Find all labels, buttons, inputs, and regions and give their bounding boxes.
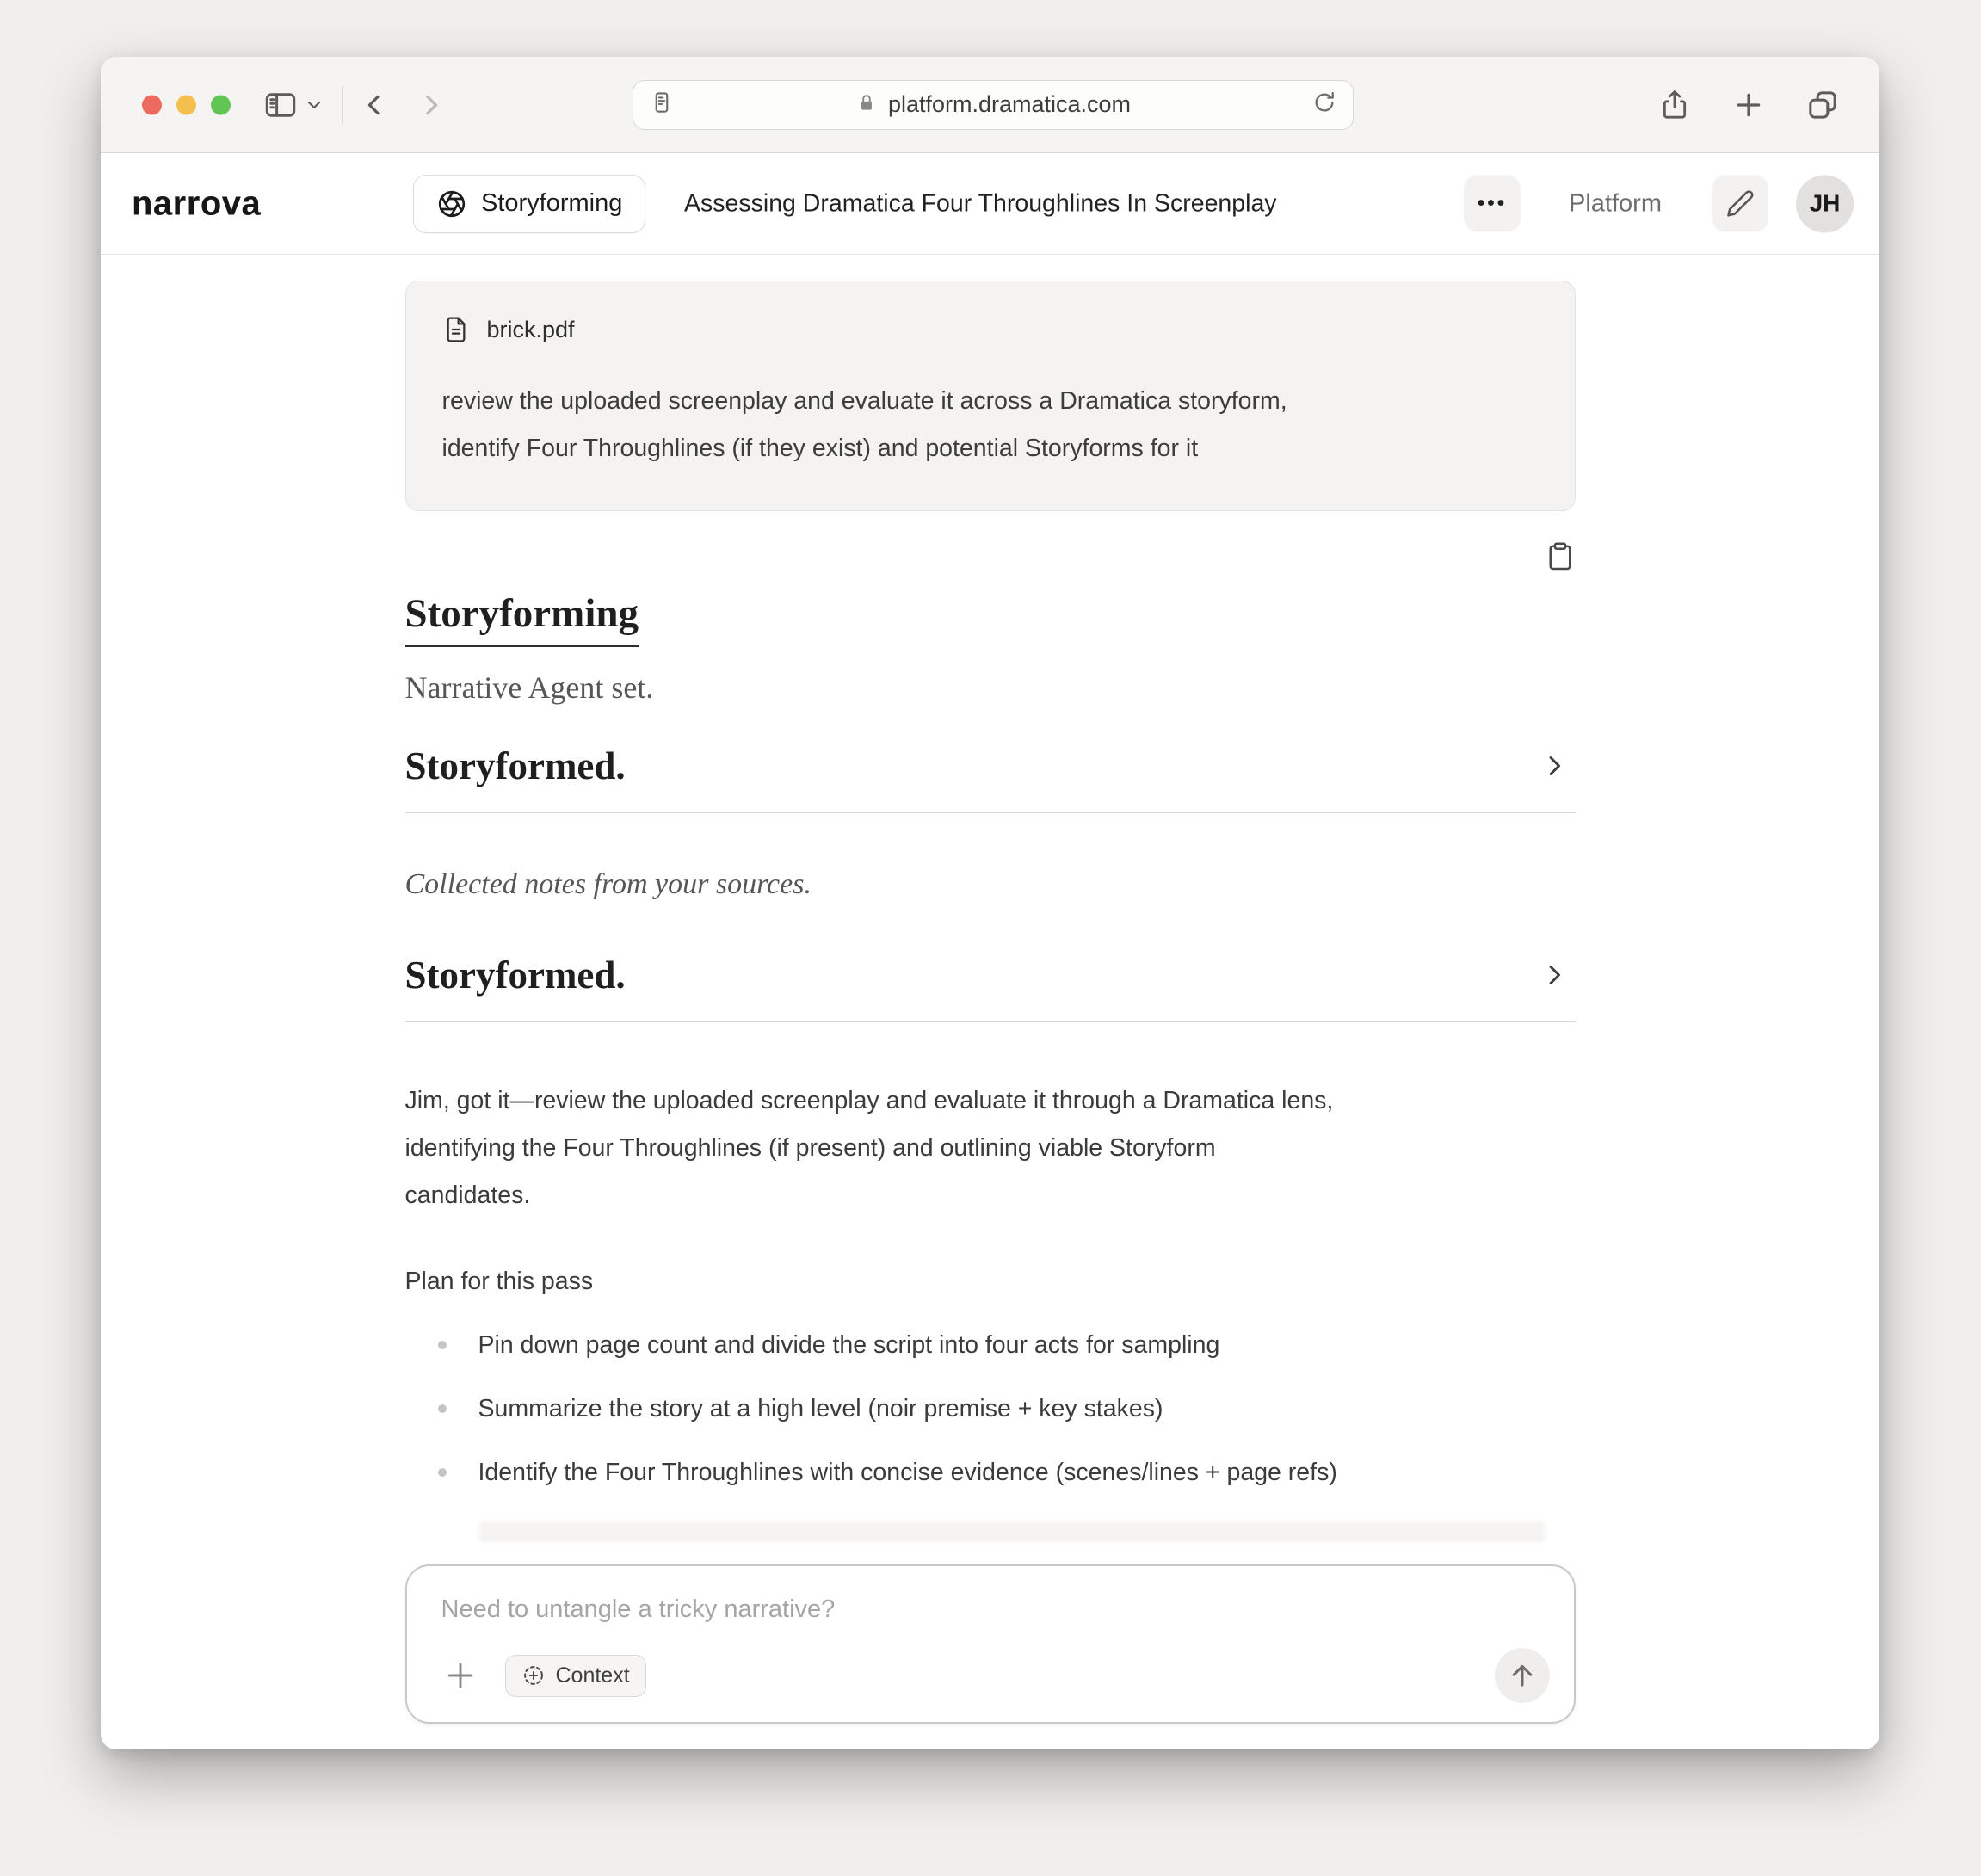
window-controls <box>142 95 231 114</box>
document-icon <box>442 316 470 343</box>
refresh-icon[interactable] <box>1311 89 1337 120</box>
sidebar-chevron-down-icon[interactable] <box>304 95 324 115</box>
share-icon[interactable] <box>1657 88 1692 122</box>
user-message-text <box>442 378 1539 472</box>
new-chat-button[interactable] <box>1712 176 1768 232</box>
conversation-title: Assessing Dramatica Four Throughlines In Screenplay <box>684 189 1277 217</box>
composer <box>405 1564 1576 1724</box>
conversation-area <box>101 255 1879 1749</box>
browser-window <box>101 57 1879 1749</box>
user-avatar[interactable]: JH <box>1796 175 1854 232</box>
storyforming-agent-button[interactable] <box>413 175 645 233</box>
add-attachment-button[interactable] <box>441 1657 479 1694</box>
nav-controls <box>262 57 447 152</box>
close-window-button[interactable] <box>142 95 162 114</box>
forward-button[interactable] <box>415 89 447 121</box>
copy-response-button[interactable] <box>1545 540 1576 571</box>
response-toolbar <box>405 540 1576 571</box>
plus-icon <box>441 1657 479 1694</box>
zoom-window-button[interactable] <box>211 95 231 114</box>
storyformed-section-2[interactable] <box>405 953 1576 1022</box>
response-line: identifying the Four Throughlines (if present) and outlining viable Storyform <box>404 1134 1216 1162</box>
lock-icon <box>855 91 878 118</box>
faded-streaming-text <box>478 1521 1546 1542</box>
sidebar-toggle-icon[interactable] <box>262 87 299 123</box>
section-title: Storyformed. <box>404 953 626 997</box>
more-options-button[interactable]: ••• <box>1464 176 1521 232</box>
user-message-card <box>405 281 1576 511</box>
chevron-right-icon <box>1538 959 1571 991</box>
agent-subheading: Narrative Agent set. <box>404 670 654 705</box>
pencil-icon <box>1725 188 1756 219</box>
send-button[interactable] <box>1495 1648 1550 1703</box>
url-text: platform.dramatica.com <box>887 91 1132 117</box>
context-chip-label: Context <box>555 1663 630 1688</box>
section-title: Storyformed. <box>404 744 626 787</box>
plan-bullet-item: Identify the Four Throughlines with concise evidence (scenes/lines + page refs) <box>405 1458 1576 1487</box>
app-header <box>101 153 1879 255</box>
response-line: candidates. <box>404 1182 531 1209</box>
user-message-line: review the uploaded screenplay and evaluate it across a Dramatica storyform, <box>441 387 1287 415</box>
plan-bullet-list <box>405 1330 1576 1487</box>
reader-view-icon[interactable] <box>649 89 675 120</box>
composer-toolbar <box>441 1648 1550 1703</box>
agent-button-label: Storyforming <box>481 189 623 217</box>
aperture-icon <box>436 188 467 219</box>
context-chip-button[interactable] <box>505 1655 646 1697</box>
platform-link[interactable]: Platform <box>1569 189 1662 217</box>
sources-note: Collected notes from your sources. <box>404 868 812 900</box>
minimize-window-button[interactable] <box>176 95 196 114</box>
plan-bullet-item: Pin down page count and divide the script into four acts for sampling <box>405 1330 1576 1360</box>
plan-label: Plan for this pass <box>404 1268 594 1295</box>
user-message-line: identify Four Throughlines (if they exist) and potential Storyforms for it <box>441 435 1199 462</box>
back-button[interactable] <box>358 89 391 121</box>
browser-toolbar <box>101 57 1879 153</box>
plan-bullet-item: Summarize the story at a high level (noir premise + key stakes) <box>405 1394 1576 1423</box>
url-display <box>675 91 1311 118</box>
agent-response-paragraph <box>405 1077 1576 1219</box>
chevron-right-icon <box>1538 750 1571 782</box>
toolbar-divider <box>342 86 343 124</box>
storyformed-section-1[interactable] <box>405 744 1576 813</box>
narrova-logo[interactable]: narrova <box>132 184 262 222</box>
file-name: brick.pdf <box>486 316 575 342</box>
attached-file[interactable] <box>442 316 1539 343</box>
new-tab-icon[interactable] <box>1731 88 1766 122</box>
add-context-icon <box>521 1663 546 1688</box>
message-input[interactable] <box>441 1595 1540 1624</box>
header-right-controls <box>1464 175 1854 232</box>
clipboard-icon <box>1545 540 1576 571</box>
response-line: Jim, got it—review the uploaded screenplay and evaluate it through a Dramatica lens, <box>404 1087 1334 1114</box>
address-bar[interactable] <box>633 80 1354 130</box>
toolbar-right-controls <box>1657 57 1840 152</box>
arrow-up-icon <box>1506 1659 1539 1692</box>
agent-heading: Storyforming <box>405 590 639 647</box>
tab-overview-icon[interactable] <box>1805 88 1840 122</box>
